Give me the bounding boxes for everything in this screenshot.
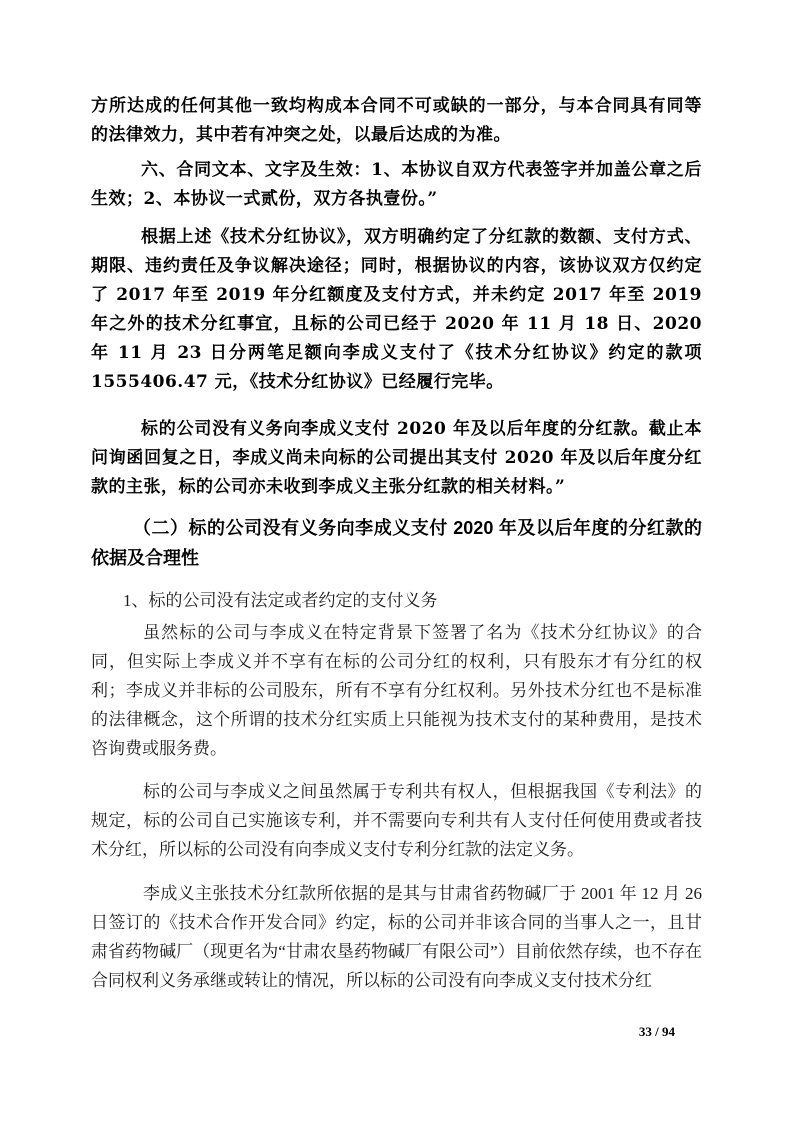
body-paragraph-no-dividend-right: 虽然标的公司与李成义在特定背景下签署了名为《技术分红协议》的合同，但实际上李成义并不享有在标的公司分红的权利，只有股东才有分红的权利；李成义并非标的公司股东，所有不享有分红权利。另外技术分红也不是标准的法律概念，这个所谓的技术分红实质上只能视为技术支付的某种费用，是技术咨询费或服务费。	[91, 623, 702, 758]
section-heading: （二）标的公司没有义务向李成义支付 2020 年及以后年度的分红款的依据及合理性	[91, 518, 702, 568]
quote-paragraph-contract-clause-six: 六、合同文本、文字及生效：1、本协议自双方代表签字并加盖公章之后生效；2、本协议一式贰份，双方各执壹份。”	[91, 160, 702, 209]
page-number: 33 / 94	[638, 1024, 675, 1039]
numbered-item-1: 1、标的公司没有法定或者约定的支付义务	[123, 591, 438, 610]
quote-paragraph-agreement-summary: 根据上述《技术分红协议》，双方明确约定了分红款的数额、支付方式、期限、违约责任及争议解决途径；同时，根据协议的内容，该协议双方仅约定了 2017 年至 2019 年分红额度及支付方式，并未约定 2017 年至 2019 年之外的技术分红事宜，且标的公司已经于 2020 年 11 月 18 日、2020 年 11 月 23 日分两笔足额向李成义支付了《技术分红协议》约定的款项 1555406.47 元，《技术分红协议》已经履行完毕。	[91, 227, 702, 392]
quote-paragraph-continuation: 方所达成的任何其他一致均构成本合同不可或缺的一部分，与本合同具有同等的法律效力，其中若有冲突之处，以最后达成的为准。	[91, 96, 702, 145]
document-content	[91, 0, 702, 995]
body-paragraph-patent-law: 标的公司与李成义之间虽然属于专利共有权人，但根据我国《专利法》的规定，标的公司自己实施该专利，并不需要向专利共有人支付任何使用费或者技术分红，所以标的公司没有向李成义支付专利分红款的法定义务。	[91, 782, 702, 859]
body-paragraph-contract-basis: 李成义主张技术分红款所依据的是其与甘肃省药物碱厂于 2001 年 12 月 26 日签订的《技术合作开发合同》约定，标的公司并非该合同的当事人之一，且甘肃省药物碱厂（现更名为“甘肃农垦药物碱厂有限公司”）目前依然存续，也不存在合同权利义务承继或转让的情况，所以标的公司没有向李成义支付技术分红	[91, 884, 702, 990]
quote-paragraph-no-obligation: 标的公司没有义务向李成义支付 2020 年及以后年度的分红款。截止本问询函回复之日，李成义尚未向标的公司提出其支付 2020 年及以后年度分红款的主张，标的公司亦未收到李成义主张分红款的相关材料。”	[91, 419, 702, 497]
